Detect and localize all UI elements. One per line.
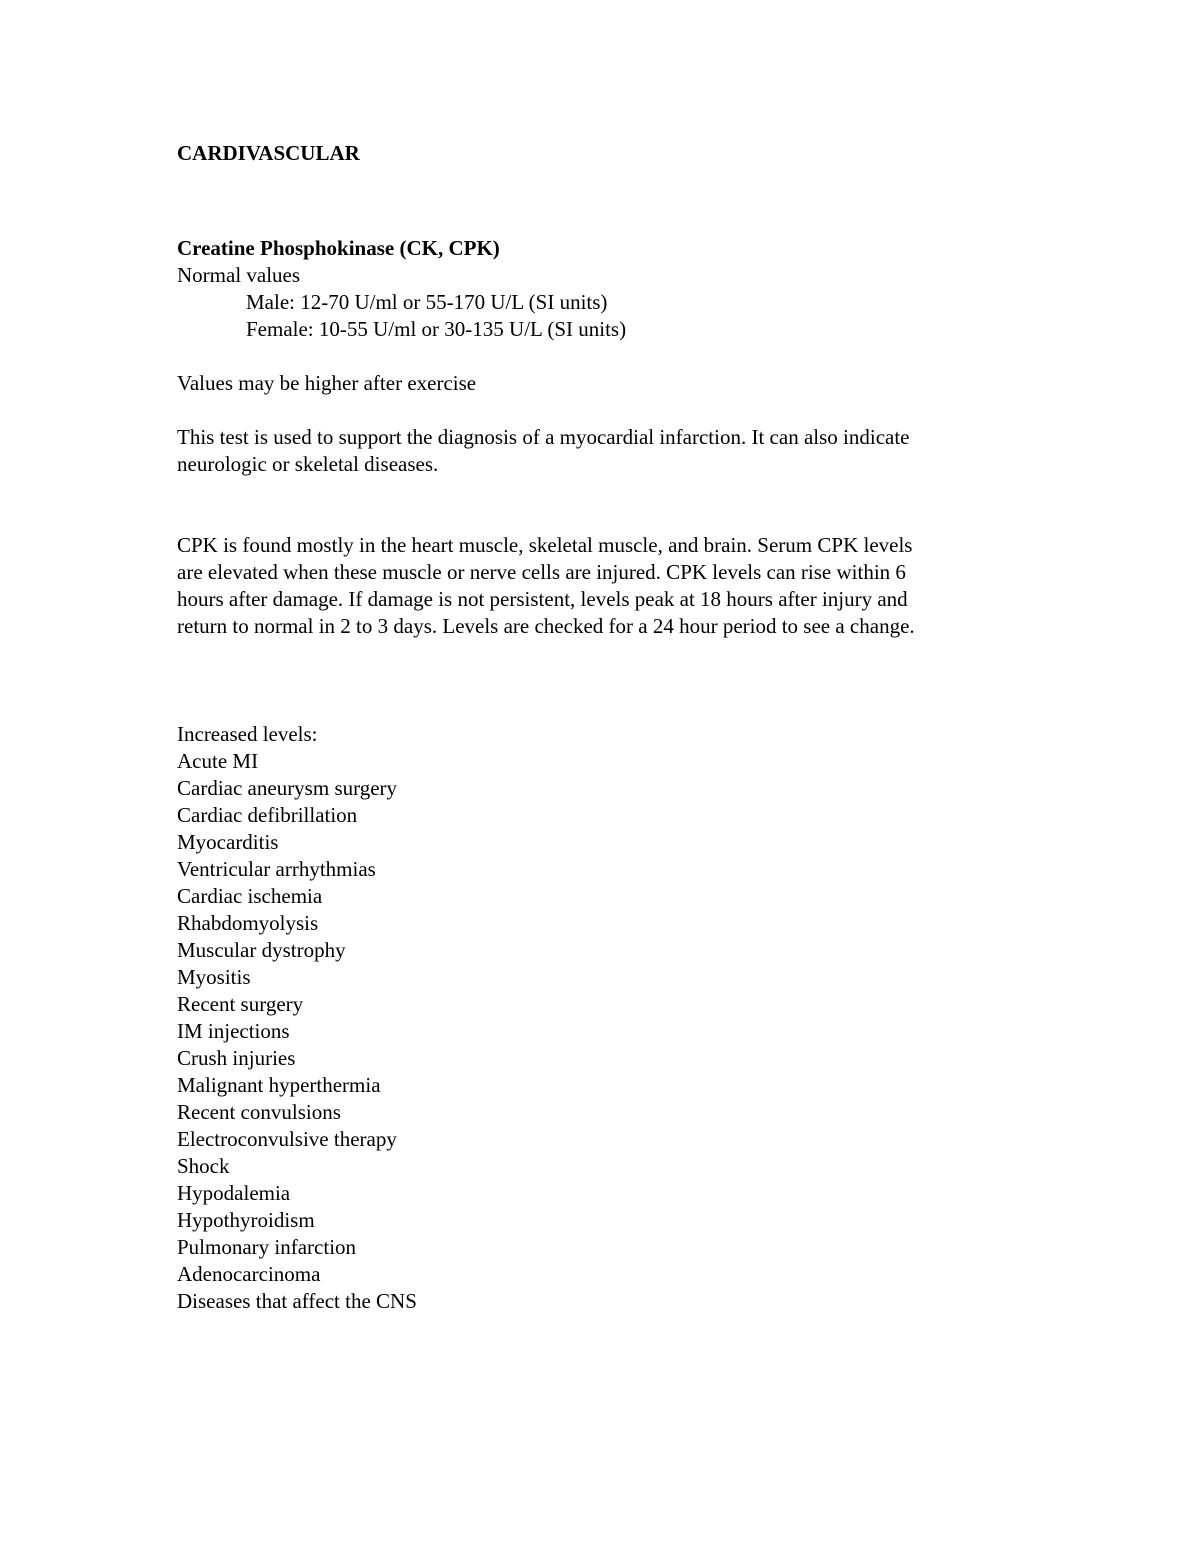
list-item: Recent convulsions — [177, 1100, 341, 1124]
list-item: Hypothyroidism — [177, 1208, 315, 1232]
paragraph-line: hours after damage. If damage is not persistent, levels peak at 18 hours after injury and — [177, 587, 908, 611]
list-item: Diseases that affect the CNS — [177, 1289, 417, 1313]
paragraph-line: CPK is found mostly in the heart muscle, skeletal muscle, and brain. Serum CPK levels — [177, 533, 913, 557]
spacer — [177, 640, 1037, 721]
list-item: Ventricular arrhythmias — [177, 857, 376, 881]
list-item: Recent surgery — [177, 992, 304, 1016]
normal-values-male: Male: 12-70 U/ml or 55-170 U/L (SI units) — [246, 290, 608, 314]
paragraph-line: neurologic or skeletal diseases. — [177, 452, 439, 476]
list-item: Cardiac defibrillation — [177, 803, 358, 827]
list-item: Electroconvulsive therapy — [177, 1127, 397, 1151]
spacer — [177, 343, 1037, 370]
list-item: Myocarditis — [177, 830, 279, 854]
list-item: Rhabdomyolysis — [177, 911, 319, 935]
paragraph-line: This test is used to support the diagnosis of a myocardial infarction. It can also indicate — [177, 425, 910, 449]
list-item: Cardiac aneurysm surgery — [177, 776, 398, 800]
list-item: Acute MI — [177, 749, 259, 773]
normal-values-label: Normal values — [177, 263, 301, 287]
document-page — [177, 140, 1037, 1315]
normal-values-female: Female: 10-55 U/ml or 30-135 U/L (SI units) — [246, 317, 627, 341]
purpose-paragraph — [177, 424, 1037, 478]
list-item: Muscular dystrophy — [177, 938, 346, 962]
list-item: Myositis — [177, 965, 251, 989]
paragraph-line: are elevated when these muscle or nerve cells are injured. CPK levels can rise within 6 — [177, 560, 906, 584]
list-item: Shock — [177, 1154, 230, 1178]
list-item: Adenocarcinoma — [177, 1262, 321, 1286]
list-item: Hypodalemia — [177, 1181, 291, 1205]
increased-levels-list — [177, 721, 1037, 1315]
cpk-paragraph — [177, 532, 1037, 640]
list-item: IM injections — [177, 1019, 290, 1043]
paragraph-line: return to normal in 2 to 3 days. Levels are checked for a 24 hour period to see a change. — [177, 614, 915, 638]
section-title: CARDIVASCULAR — [177, 141, 360, 165]
spacer — [177, 478, 1037, 532]
list-item: Malignant hyperthermia — [177, 1073, 381, 1097]
list-item: Crush injuries — [177, 1046, 296, 1070]
list-item: Cardiac ischemia — [177, 884, 323, 908]
spacer — [177, 397, 1037, 424]
spacer — [177, 167, 1037, 235]
increased-levels-label: Increased levels: — [177, 722, 318, 746]
exercise-note: Values may be higher after exercise — [177, 371, 477, 395]
test-title: Creatine Phosphokinase (CK, CPK) — [177, 236, 500, 260]
list-item: Pulmonary infarction — [177, 1235, 357, 1259]
